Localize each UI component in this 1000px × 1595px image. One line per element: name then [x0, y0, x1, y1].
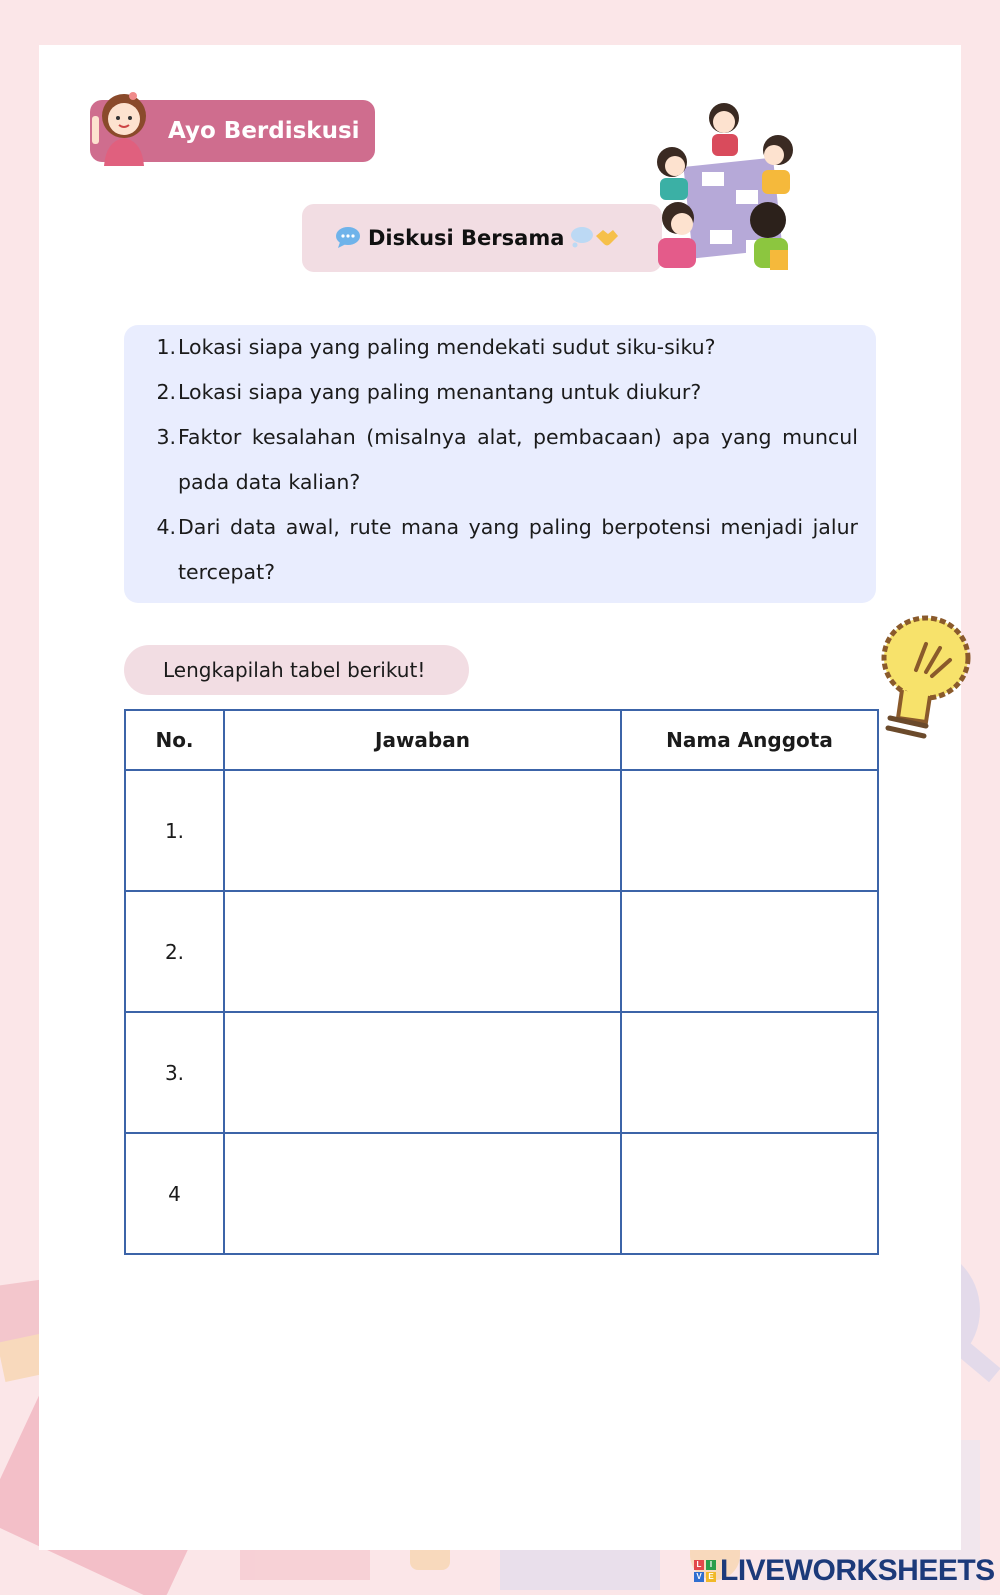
instruction-text: Lengkapilah tabel berikut! — [163, 658, 426, 682]
question-text-line: tercepat? — [178, 560, 276, 584]
instruction-pill — [124, 645, 469, 695]
liveworksheets-brand: LIVEWORKSHEETS — [720, 1554, 995, 1587]
nama-anggota-cell[interactable] — [621, 891, 878, 1012]
logo-letter: E — [706, 1572, 716, 1582]
jawaban-cell[interactable] — [224, 770, 621, 891]
discussion-questions — [124, 325, 876, 603]
subsection-pill — [302, 204, 662, 272]
question-number: 3. — [156, 425, 176, 449]
speech-bubble-icon — [335, 226, 361, 248]
nama-anggota-cell[interactable] — [621, 770, 878, 891]
question-text: Lokasi siapa yang paling menantang untuk diukur? — [178, 380, 702, 404]
group-discussion-illustration — [650, 100, 802, 275]
question-text-line: pada data kalian? — [178, 470, 361, 494]
logo-letter: I — [706, 1560, 716, 1570]
question-number: 4. — [156, 515, 176, 539]
logo-letter: V — [694, 1572, 704, 1582]
question-item — [124, 370, 859, 415]
table-row — [125, 1012, 878, 1133]
jawaban-cell[interactable] — [224, 1133, 621, 1254]
jawaban-cell[interactable] — [224, 1012, 621, 1133]
girl-teacher-illustration — [86, 86, 158, 166]
question-text: Lokasi siapa yang paling mendekati sudut siku-siku? — [178, 335, 716, 359]
question-item — [124, 505, 859, 595]
light-bulb-icon — [868, 610, 973, 750]
liveworksheets-logo — [694, 1556, 995, 1586]
column-header-jawaban: Jawaban — [224, 710, 621, 770]
nama-anggota-cell[interactable] — [621, 1133, 878, 1254]
answer-table — [124, 709, 879, 1255]
section-badge-label: Ayo Berdiskusi — [168, 118, 360, 144]
row-number: 1. — [125, 770, 224, 891]
row-number: 4 — [125, 1133, 224, 1254]
question-number: 1. — [156, 335, 176, 359]
row-number: 3. — [125, 1012, 224, 1133]
row-number: 2. — [125, 891, 224, 1012]
liveworksheets-logo-mark — [694, 1560, 716, 1582]
column-header-no: No. — [125, 710, 224, 770]
question-number: 2. — [156, 380, 176, 404]
question-item — [124, 325, 859, 370]
nama-anggota-cell[interactable] — [621, 1012, 878, 1133]
logo-letter: L — [694, 1560, 704, 1570]
table-row — [125, 891, 878, 1012]
table-header-row — [125, 710, 878, 770]
jawaban-cell[interactable] — [224, 891, 621, 1012]
thought-bubble-icon — [570, 226, 594, 248]
table-row — [125, 1133, 878, 1254]
question-text-line: Dari data awal, rute mana yang paling berpotensi menjadi jalur — [178, 515, 858, 539]
table-row — [125, 770, 878, 891]
question-text-line: Faktor kesalahan (misalnya alat, pembacaan) apa yang muncul — [178, 425, 858, 449]
column-header-nama-anggota: Nama Anggota — [621, 710, 878, 770]
question-item — [124, 415, 859, 505]
subsection-label: Diskusi Bersama — [368, 226, 565, 250]
handshake-icon — [594, 226, 620, 248]
